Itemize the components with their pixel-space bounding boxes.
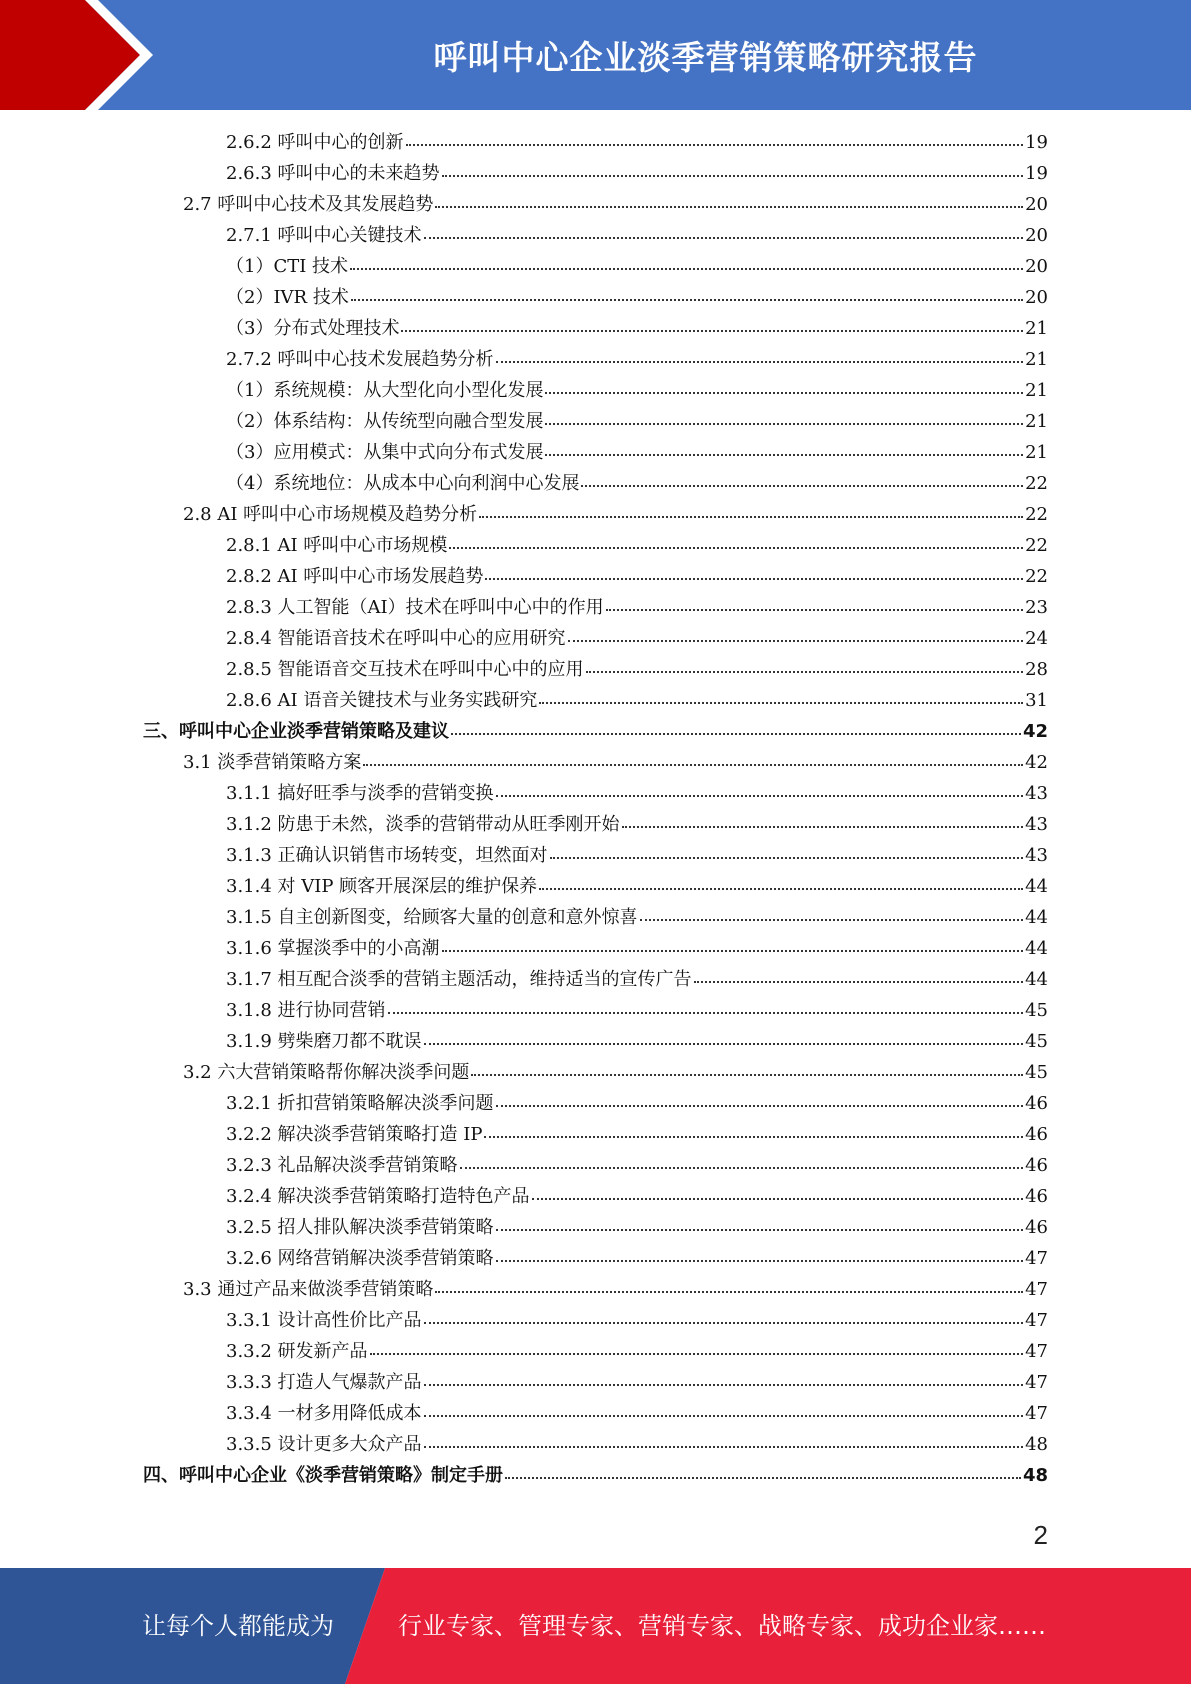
toc-entry-page: 44 (1025, 876, 1048, 897)
toc-entry[interactable] (226, 561, 1048, 592)
toc-leader-dots (363, 764, 1023, 766)
toc-leader-dots (545, 392, 1023, 394)
toc-leader-dots (496, 361, 1024, 363)
toc-entry[interactable] (226, 530, 1048, 561)
toc-entry-title: 2.7 呼叫中心技术及其发展趋势 (183, 194, 434, 215)
toc-leader-dots (640, 919, 1024, 921)
toc-leader-dots (622, 826, 1024, 828)
toc-entry-title: 3.3 通过产品来做淡季营销策略 (183, 1279, 434, 1300)
toc-entry-title: 三、呼叫中心企业淡季营销策略及建议 (143, 721, 449, 742)
toc-leader-dots (539, 702, 1023, 704)
toc-leader-dots (606, 609, 1023, 611)
toc-entry-page: 21 (1025, 349, 1048, 370)
toc-entry-page: 22 (1025, 504, 1048, 525)
toc-entry[interactable] (226, 313, 1048, 344)
toc-leader-dots (532, 1198, 1024, 1200)
toc-entry[interactable] (226, 251, 1048, 282)
toc-entry-title: 3.2 六大营销策略帮你解决淡季问题 (183, 1062, 470, 1083)
toc-entry-title: 2.8 AI 呼叫中心市场规模及趋势分析 (183, 504, 478, 525)
footer-slogan-left: 让每个人都能成为 (142, 1612, 334, 1640)
toc-entry-page: 46 (1025, 1093, 1048, 1114)
toc-entry-title: 3.2.3 礼品解决淡季营销策略 (226, 1155, 458, 1176)
toc-leader-dots (694, 981, 1024, 983)
toc-entry-title: 3.1.1 搞好旺季与淡季的营销变换 (226, 783, 494, 804)
toc-entry-page: 20 (1025, 225, 1048, 246)
toc-entry[interactable] (143, 1460, 1048, 1491)
toc-entry-page: 47 (1025, 1403, 1048, 1424)
toc-leader-dots (401, 330, 1023, 332)
toc-entry-page: 45 (1025, 1031, 1048, 1052)
toc-leader-dots (451, 733, 1021, 735)
header-red-arrow-icon (0, 0, 160, 110)
toc-entry[interactable] (226, 1367, 1048, 1398)
toc-entry-page: 46 (1025, 1186, 1048, 1207)
toc-entry-title: 2.7.1 呼叫中心关键技术 (226, 225, 422, 246)
toc-entry-title: 2.8.1 AI 呼叫中心市场规模 (226, 535, 448, 556)
toc-entry-page: 45 (1025, 1062, 1048, 1083)
toc-entry[interactable] (226, 1243, 1048, 1274)
toc-leader-dots (496, 1260, 1024, 1262)
toc-entry[interactable] (226, 468, 1048, 499)
toc-entry[interactable] (226, 809, 1048, 840)
toc-entry-title: 3.1.8 进行协同营销 (226, 1000, 386, 1021)
toc-entry-title: 3.3.3 打造人气爆款产品 (226, 1372, 422, 1393)
toc-entry-page: 20 (1025, 287, 1048, 308)
toc-entry-page: 44 (1025, 938, 1048, 959)
toc-leader-dots (350, 268, 1023, 270)
page-header (0, 0, 1191, 110)
toc-entry[interactable] (183, 1057, 1048, 1088)
toc-entry-title: 3.3.2 研发新产品 (226, 1341, 368, 1362)
toc-entry[interactable] (226, 158, 1048, 189)
toc-entry-page: 22 (1025, 535, 1048, 556)
toc-leader-dots (539, 888, 1023, 890)
toc-leader-dots (484, 1136, 1023, 1138)
toc-entry-page: 31 (1025, 690, 1048, 711)
toc-entry[interactable] (226, 902, 1048, 933)
toc-entry-title: 2.8.4 智能语音技术在呼叫中心的应用研究 (226, 628, 566, 649)
toc-leader-dots (442, 175, 1024, 177)
toc-entry[interactable] (226, 1429, 1048, 1460)
toc-entry-page: 24 (1025, 628, 1048, 649)
toc-entry-title: 3.1.9 劈柴磨刀都不耽误 (226, 1031, 422, 1052)
toc-entry[interactable] (226, 1305, 1048, 1336)
toc-entry[interactable] (226, 1150, 1048, 1181)
toc-entry-page: 20 (1025, 194, 1048, 215)
toc-leader-dots (485, 578, 1023, 580)
toc-leader-dots (568, 640, 1024, 642)
toc-leader-dots (435, 206, 1023, 208)
toc-entry[interactable] (226, 220, 1048, 251)
toc-entry-title: 2.8.3 人工智能（AI）技术在呼叫中心中的作用 (226, 597, 604, 618)
toc-entry-title: 3.2.4 解决淡季营销策略打造特色产品 (226, 1186, 530, 1207)
toc-leader-dots (449, 547, 1023, 549)
toc-entry-title: （1）CTI 技术 (226, 256, 349, 277)
toc-entry-page: 21 (1025, 411, 1048, 432)
toc-leader-dots (351, 299, 1023, 301)
toc-entry[interactable] (183, 189, 1048, 220)
toc-entry-page: 43 (1025, 845, 1048, 866)
toc-entry[interactable] (226, 1336, 1048, 1367)
toc-entry[interactable] (226, 1026, 1048, 1057)
toc-entry[interactable] (183, 747, 1048, 778)
toc-entry-page: 19 (1025, 132, 1048, 153)
toc-entry-page: 44 (1025, 969, 1048, 990)
toc-entry-page: 20 (1025, 256, 1048, 277)
toc-entry-page: 21 (1025, 442, 1048, 463)
toc-entry-title: 3.1.5 自主创新图变，给顾客大量的创意和意外惊喜 (226, 907, 638, 928)
toc-leader-dots (424, 237, 1024, 239)
toc-leader-dots (424, 1322, 1024, 1324)
toc-entry-title: （3）应用模式：从集中式向分布式发展 (226, 442, 544, 463)
footer-slogan-right: 行业专家、管理专家、营销专家、战略专家、成功企业家…… (398, 1612, 1046, 1640)
toc-entry-title: 3.1 淡季营销策略方案 (183, 752, 362, 773)
toc-leader-dots (496, 795, 1024, 797)
toc-entry-page: 46 (1025, 1155, 1048, 1176)
toc-entry-title: 3.1.3 正确认识销售市场转变，坦然面对 (226, 845, 548, 866)
toc-entry[interactable] (226, 995, 1048, 1026)
toc-entry[interactable] (226, 1398, 1048, 1429)
toc-entry-title: 3.3.5 设计更多大众产品 (226, 1434, 422, 1455)
toc-entry-title: 2.8.6 AI 语音关键技术与业务实践研究 (226, 690, 538, 711)
toc-leader-dots (435, 1291, 1023, 1293)
toc-entry-title: 3.2.2 解决淡季营销策略打造 IP (226, 1124, 483, 1145)
toc-entry[interactable] (226, 778, 1048, 809)
toc-entry-page: 42 (1025, 752, 1048, 773)
toc-entry-page: 22 (1025, 473, 1048, 494)
toc-leader-dots (496, 1105, 1024, 1107)
toc-entry-page: 46 (1025, 1217, 1048, 1238)
toc-leader-dots (581, 485, 1023, 487)
toc-entry-title: 2.6.3 呼叫中心的未来趋势 (226, 163, 440, 184)
toc-leader-dots (505, 1477, 1021, 1479)
toc-entry[interactable] (226, 127, 1048, 158)
toc-entry-page: 21 (1025, 318, 1048, 339)
toc-entry-page: 48 (1022, 1465, 1048, 1486)
toc-leader-dots (479, 516, 1023, 518)
page-footer (0, 1568, 1191, 1684)
toc-entry[interactable] (226, 375, 1048, 406)
toc-entry[interactable] (226, 437, 1048, 468)
toc-entry-page: 47 (1025, 1279, 1048, 1300)
toc-entry[interactable] (143, 716, 1048, 747)
toc-entry[interactable] (226, 685, 1048, 716)
toc-entry-page: 21 (1025, 380, 1048, 401)
toc-entry-title: 3.1.7 相互配合淡季的营销主题活动，维持适当的宣传广告 (226, 969, 692, 990)
toc-entry[interactable] (226, 964, 1048, 995)
toc-entry-page: 42 (1022, 721, 1048, 742)
toc-entry-title: 2.8.5 智能语音交互技术在呼叫中心中的应用 (226, 659, 584, 680)
toc-entry-title: （3）分布式处理技术 (226, 318, 400, 339)
toc-entry-page: 28 (1025, 659, 1048, 680)
toc-entry-title: （2）IVR 技术 (226, 287, 349, 308)
toc-entry-title: （4）系统地位：从成本中心向利润中心发展 (226, 473, 580, 494)
toc-entry-title: 四、呼叫中心企业《淡季营销策略》制定手册 (143, 1465, 503, 1486)
toc-entry[interactable] (226, 840, 1048, 871)
toc-entry-page: 44 (1025, 907, 1048, 928)
toc-entry-page: 43 (1025, 783, 1048, 804)
toc-entry-page: 47 (1025, 1310, 1048, 1331)
toc-entry-page: 23 (1025, 597, 1048, 618)
toc-entry-title: 3.3.4 一材多用降低成本 (226, 1403, 422, 1424)
toc-entry[interactable] (226, 654, 1048, 685)
toc-leader-dots (550, 857, 1024, 859)
toc-entry-title: （2）体系结构：从传统型向融合型发展 (226, 411, 544, 432)
toc-leader-dots (545, 454, 1023, 456)
toc-entry-page: 48 (1025, 1434, 1048, 1455)
toc-entry-title: 2.6.2 呼叫中心的创新 (226, 132, 404, 153)
toc-entry[interactable] (226, 1181, 1048, 1212)
toc-leader-dots (460, 1167, 1024, 1169)
toc-entry-page: 22 (1025, 566, 1048, 587)
toc-entry[interactable] (226, 1088, 1048, 1119)
toc-leader-dots (545, 423, 1023, 425)
toc-leader-dots (388, 1012, 1024, 1014)
toc-leader-dots (424, 1043, 1024, 1045)
toc-entry-page: 19 (1025, 163, 1048, 184)
toc-leader-dots (424, 1446, 1024, 1448)
toc-entry-title: 3.2.5 招人排队解决淡季营销策略 (226, 1217, 494, 1238)
toc-entry[interactable] (183, 1274, 1048, 1305)
toc-entry-title: 3.3.1 设计高性价比产品 (226, 1310, 422, 1331)
toc-entry-page: 47 (1025, 1341, 1048, 1362)
report-title: 呼叫中心企业淡季营销策略研究报告 (433, 37, 978, 77)
toc-entry[interactable] (226, 871, 1048, 902)
toc-entry-page: 46 (1025, 1124, 1048, 1145)
toc-entry-title: （1）系统规模：从大型化向小型化发展 (226, 380, 544, 401)
toc-entry[interactable] (226, 933, 1048, 964)
toc-leader-dots (471, 1074, 1023, 1076)
toc-entry-page: 43 (1025, 814, 1048, 835)
toc-leader-dots (406, 144, 1024, 146)
toc-entry-title: 3.1.4 对 VIP 顾客开展深层的维护保养 (226, 876, 538, 897)
toc-entry-page: 47 (1025, 1248, 1048, 1269)
toc-leader-dots (496, 1229, 1024, 1231)
toc-leader-dots (424, 1384, 1024, 1386)
toc-entry-title: 3.1.2 防患于未然，淡季的营销带动从旺季刚开始 (226, 814, 620, 835)
toc-entry-title: 3.2.1 折扣营销策略解决淡季问题 (226, 1093, 494, 1114)
toc-entry-page: 47 (1025, 1372, 1048, 1393)
toc-entry-title: 2.8.2 AI 呼叫中心市场发展趋势 (226, 566, 484, 587)
toc-entry[interactable] (226, 406, 1048, 437)
page-number: 2 (1033, 1520, 1048, 1550)
toc-leader-dots (442, 950, 1024, 952)
toc-entry[interactable] (183, 499, 1048, 530)
toc-entry[interactable] (226, 592, 1048, 623)
toc-entry-page: 45 (1025, 1000, 1048, 1021)
toc-entry[interactable] (226, 623, 1048, 654)
toc-leader-dots (424, 1415, 1024, 1417)
toc-entry-title: 3.1.6 掌握淡季中的小高潮 (226, 938, 440, 959)
toc-leader-dots (370, 1353, 1024, 1355)
toc-leader-dots (586, 671, 1024, 673)
toc-entry-title: 2.7.2 呼叫中心技术发展趋势分析 (226, 349, 494, 370)
toc-entry[interactable] (226, 344, 1048, 375)
toc-entry-title: 3.2.6 网络营销解决淡季营销策略 (226, 1248, 494, 1269)
toc-entry[interactable] (226, 282, 1048, 313)
toc-entry[interactable] (226, 1119, 1048, 1150)
toc-entry[interactable] (226, 1212, 1048, 1243)
